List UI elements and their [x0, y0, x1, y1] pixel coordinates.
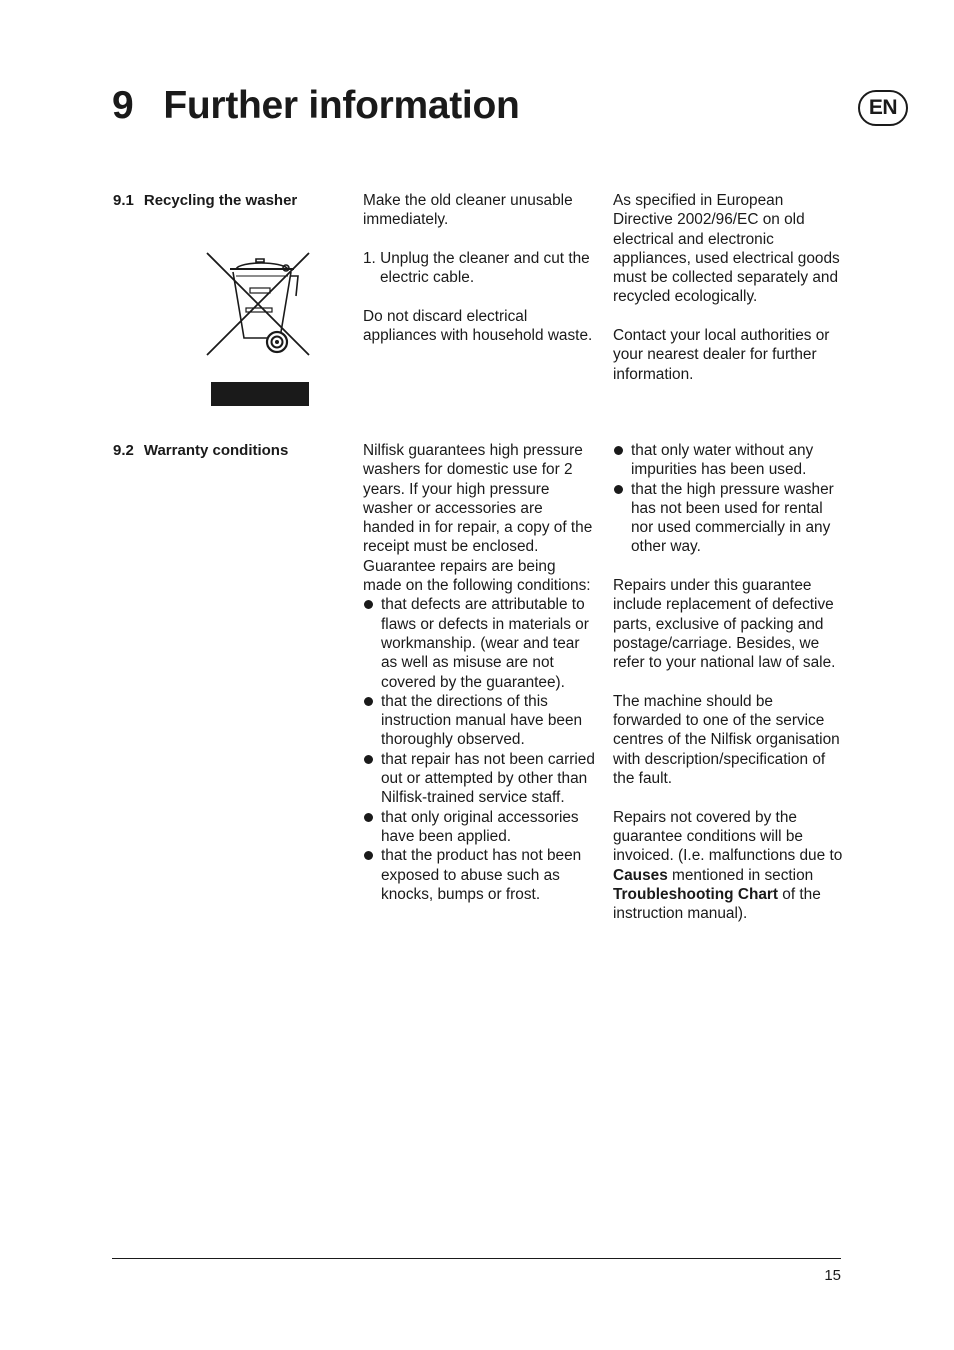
chapter-title-text: Further information — [163, 84, 520, 127]
black-bar-symbol — [211, 382, 309, 406]
section-number: 9.2 — [113, 442, 134, 459]
paragraph: The machine should be forwarded to one of the service centres of the Nilfisk organisation with description/specification of the fault. — [613, 692, 840, 788]
section-title: Recycling the washer — [143, 192, 298, 209]
paragraph: Nilfisk guarantees high pressure washers for domestic use for 2 years. If your high pressure washer or accessories are handed in for repair, a copy of the receipt must be enclosed. Guarantee repairs are being made on the following conditions: — [363, 442, 593, 595]
recycling-column-2 — [613, 191, 845, 384]
step-unplug: 1. Unplug the cleaner and cut the electric cable. — [363, 249, 590, 287]
language-badge: EN — [858, 90, 908, 126]
warranty-column-1 — [363, 441, 595, 904]
bullet-icon — [364, 851, 373, 860]
list-item: that defects are attributable to flaws or defects in materials or workmanship. (wear and tear as well as misuse are not covered by the guarantee). — [363, 595, 595, 691]
footer-rule — [112, 1258, 841, 1259]
paragraph: Contact your local authorities or your nearest dealer for further information. — [613, 327, 830, 383]
paragraph: Repairs under this guarantee include replacement of defective parts, exclusive of packing and postage/carriage. Besides, we refer to your national law of sale. — [613, 577, 836, 672]
section-heading-warranty — [113, 441, 288, 460]
condition-list — [613, 441, 845, 557]
bullet-icon — [614, 446, 623, 455]
warranty-column-2 — [613, 441, 845, 923]
section-title: Warranty conditions — [143, 442, 289, 459]
section-number: 9.1 — [113, 192, 134, 209]
paragraph: Do not discard electrical appliances with household waste. — [363, 307, 593, 345]
condition-list — [363, 595, 595, 904]
crossed-out-wheelie-bin-icon — [206, 252, 310, 356]
list-item: that only original accessories have been applied. — [363, 808, 595, 847]
chapter-title — [112, 82, 520, 130]
list-item: that only water without any impurities has been used. — [613, 441, 845, 480]
bullet-icon — [614, 485, 623, 494]
section-heading-recycling — [113, 191, 297, 210]
paragraph: Make the old cleaner unusable immediately. — [363, 192, 573, 229]
bullet-icon — [364, 813, 373, 822]
bullet-icon — [364, 697, 373, 706]
paragraph: Repairs not covered by the guarantee conditions will be invoiced. (I.e. malfunctions due to Causes mentioned in section Troubleshooting Chart of the instruction manual). — [613, 808, 843, 923]
list-item: that the product has not been exposed to abuse such as knocks, bumps or frost. — [363, 846, 595, 904]
bullet-icon — [364, 600, 373, 609]
bullet-icon — [364, 755, 373, 764]
paragraph: As specified in European Directive 2002/96/EC on old electrical and electronic appliances, used electrical goods must be collected separately and recycled ecologically. — [613, 192, 840, 306]
list-item: that repair has not been carried out or attempted by other than Nilfisk-trained service staff. — [363, 750, 595, 808]
list-item: that the high pressure washer has not been used for rental nor used commercially in any other way. — [613, 480, 845, 557]
recycling-column-1 — [363, 191, 595, 345]
page-number: 15 — [824, 1267, 841, 1284]
chapter-number: 9 — [112, 84, 134, 127]
troubleshooting-chart-term: Troubleshooting Chart — [613, 885, 779, 903]
list-item: that the directions of this instruction manual have been thoroughly observed. — [363, 692, 595, 750]
causes-term: Causes — [613, 866, 668, 884]
